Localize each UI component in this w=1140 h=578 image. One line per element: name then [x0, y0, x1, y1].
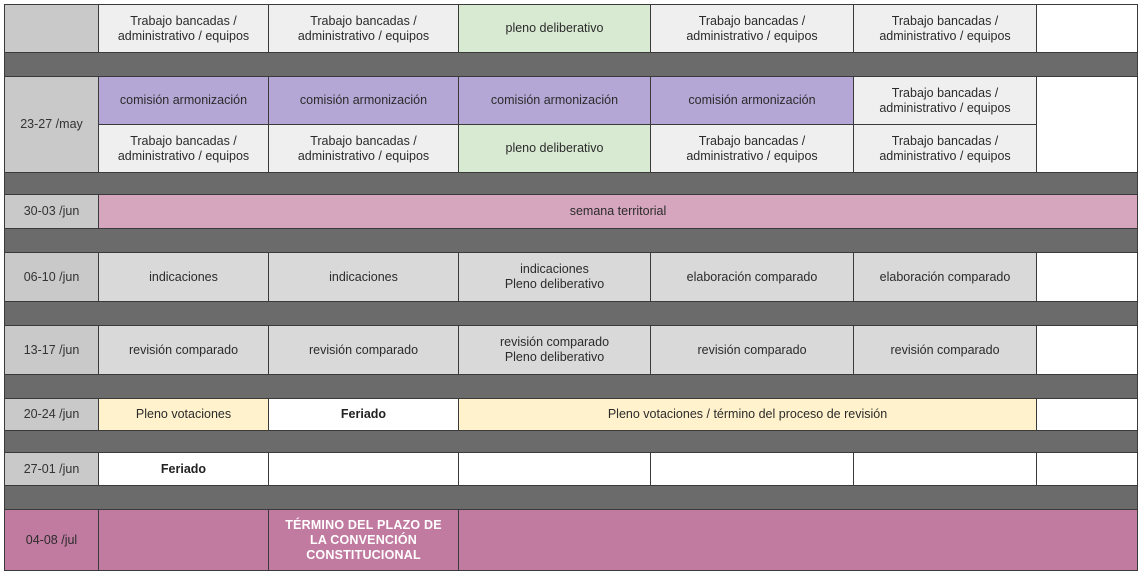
- cell[interactable]: [1037, 253, 1138, 302]
- schedule-table: [4, 4, 1138, 571]
- cell[interactable]: Trabajo bancadas / administrativo / equipos: [269, 5, 459, 53]
- separator-row: [5, 486, 1138, 510]
- date-cell[interactable]: 23-27 /may: [5, 77, 99, 173]
- date-cell[interactable]: 06-10 /jun: [5, 253, 99, 302]
- cell[interactable]: Pleno votaciones / término del proceso de revisión: [459, 399, 1037, 431]
- table-row: [5, 77, 1138, 125]
- date-cell[interactable]: 13-17 /jun: [5, 326, 99, 375]
- cell[interactable]: revisión comparado: [854, 326, 1037, 375]
- cell[interactable]: Pleno votaciones: [99, 399, 269, 431]
- separator-cell: [5, 173, 1138, 195]
- cell[interactable]: revisión comparado: [651, 326, 854, 375]
- cell[interactable]: comisión armonización: [269, 77, 459, 125]
- date-cell[interactable]: 20-24 /jun: [5, 399, 99, 431]
- convention-deadline-cell[interactable]: TÉRMINO DEL PLAZO DE LA CONVENCIÓN CONSTITUCIONAL: [269, 510, 459, 571]
- separator-row: [5, 375, 1138, 399]
- separator-cell: [5, 302, 1138, 326]
- separator-cell: [5, 431, 1138, 453]
- cell[interactable]: indicaciones Pleno deliberativo: [459, 253, 651, 302]
- table-row: [5, 399, 1138, 431]
- table-row: [5, 125, 1138, 173]
- separator-cell: [5, 229, 1138, 253]
- cell[interactable]: Trabajo bancadas / administrativo / equipos: [269, 125, 459, 173]
- table-row: [5, 326, 1138, 375]
- cell[interactable]: Trabajo bancadas / administrativo / equipos: [854, 125, 1037, 173]
- cell[interactable]: comisión armonización: [651, 77, 854, 125]
- cell[interactable]: revisión comparado: [269, 326, 459, 375]
- table-row: [5, 453, 1138, 486]
- cell[interactable]: [459, 510, 1138, 571]
- cell[interactable]: elaboración comparado: [854, 253, 1037, 302]
- date-cell[interactable]: 27-01 /jun: [5, 453, 99, 486]
- separator-row: [5, 431, 1138, 453]
- table-row: [5, 5, 1138, 53]
- cell[interactable]: Trabajo bancadas / administrativo / equipos: [854, 5, 1037, 53]
- cell[interactable]: pleno deliberativo: [459, 125, 651, 173]
- separator-row: [5, 229, 1138, 253]
- cell[interactable]: [269, 453, 459, 486]
- date-cell[interactable]: 30-03 /jun: [5, 195, 99, 229]
- cell[interactable]: Feriado: [269, 399, 459, 431]
- cell[interactable]: Feriado: [99, 453, 269, 486]
- cell[interactable]: revisión comparado Pleno deliberativo: [459, 326, 651, 375]
- cell[interactable]: Trabajo bancadas / administrativo / equipos: [651, 125, 854, 173]
- separator-cell: [5, 53, 1138, 77]
- cell[interactable]: [1037, 399, 1138, 431]
- cell[interactable]: elaboración comparado: [651, 253, 854, 302]
- cell[interactable]: indicaciones: [99, 253, 269, 302]
- cell[interactable]: Trabajo bancadas / administrativo / equipos: [854, 77, 1037, 125]
- cell[interactable]: indicaciones: [269, 253, 459, 302]
- separator-row: [5, 173, 1138, 195]
- separator-row: [5, 53, 1138, 77]
- cell[interactable]: [1037, 326, 1138, 375]
- table-row: [5, 510, 1138, 571]
- cell[interactable]: [1037, 453, 1138, 486]
- cell[interactable]: [459, 453, 651, 486]
- cell[interactable]: Trabajo bancadas / administrativo / equipos: [99, 5, 269, 53]
- cell[interactable]: pleno deliberativo: [459, 5, 651, 53]
- cell[interactable]: [99, 510, 269, 571]
- cell[interactable]: comisión armonización: [99, 77, 269, 125]
- date-cell[interactable]: 04-08 /jul: [5, 510, 99, 571]
- cell[interactable]: Trabajo bancadas / administrativo / equipos: [651, 5, 854, 53]
- date-cell[interactable]: [5, 5, 99, 53]
- cell[interactable]: revisión comparado: [99, 326, 269, 375]
- cell[interactable]: [854, 453, 1037, 486]
- table-row: [5, 195, 1138, 229]
- cell[interactable]: [651, 453, 854, 486]
- separator-cell: [5, 486, 1138, 510]
- cell[interactable]: semana territorial: [99, 195, 1138, 229]
- separator-row: [5, 302, 1138, 326]
- cell[interactable]: comisión armonización: [459, 77, 651, 125]
- cell[interactable]: [1037, 5, 1138, 53]
- cell[interactable]: [1037, 77, 1138, 173]
- cell[interactable]: Trabajo bancadas / administrativo / equipos: [99, 125, 269, 173]
- separator-cell: [5, 375, 1138, 399]
- table-row: [5, 253, 1138, 302]
